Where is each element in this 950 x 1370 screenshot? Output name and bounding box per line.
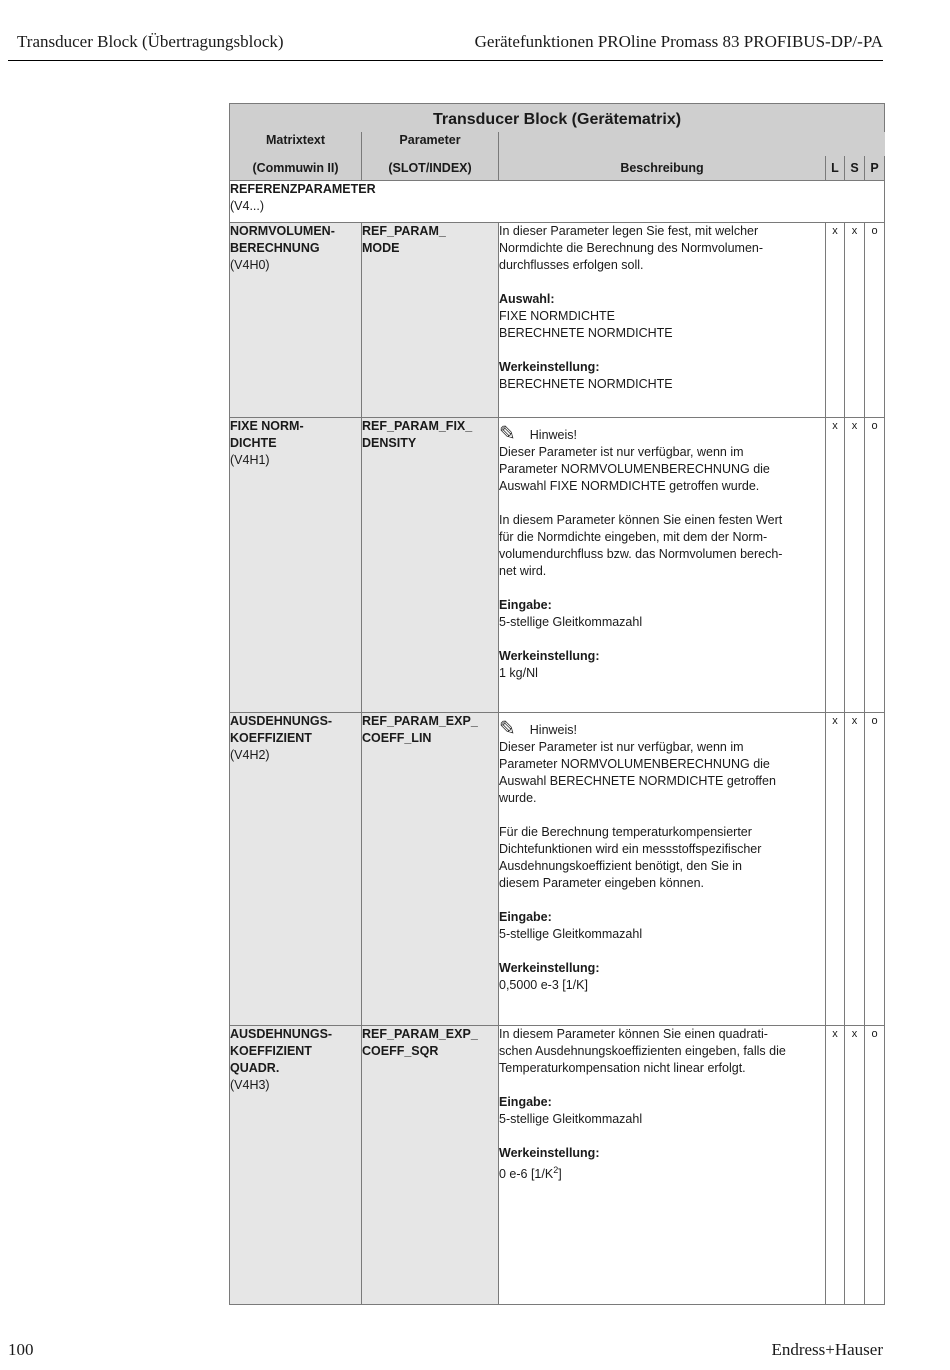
- flag-s: x: [845, 223, 865, 418]
- input-value: 5-stellige Gleitkommazahl: [499, 1112, 643, 1126]
- flag-l: x: [826, 223, 845, 418]
- flag-l: x: [826, 713, 845, 1026]
- matrix-text: KOEFFIZIENT: [230, 731, 312, 745]
- description-cell: In dieser Parameter legen Sie fest, mit welcher Normdichte die Berechnung des Normvolumen- durchflusses erfolgen soll. Auswahl: FIXE NORMDICHTE BERECHNETE NORMDICHTE Werkeinstellung: BERECHNETE NORMDICHTE: [499, 223, 826, 418]
- matrix-text: AUSDEHNUNGS-: [230, 714, 333, 728]
- col-header-parameter: Parameter: [362, 132, 499, 156]
- table-row: [230, 418, 885, 713]
- option-value: FIXE NORMDICHTE: [499, 309, 615, 323]
- parameter-name: REF_PARAM_FIX_: [362, 419, 473, 433]
- col-header-commuwin: (Commuwin II): [230, 156, 362, 181]
- parameter-name: REF_PARAM_: [362, 224, 446, 238]
- default-value: 0,5000 e-3 [1/K]: [499, 978, 588, 992]
- transducer-block-matrix-table: [229, 103, 885, 1305]
- page-number: 100: [8, 1340, 34, 1359]
- flag-l: x: [826, 1026, 845, 1305]
- input-label: Eingabe:: [499, 598, 552, 612]
- parameter-name: REF_PARAM_EXP_: [362, 1027, 478, 1041]
- table-row: [230, 223, 885, 418]
- matrix-code: (V4H2): [230, 748, 270, 762]
- input-value: 5-stellige Gleitkommazahl: [499, 615, 643, 629]
- col-header-l: L: [826, 156, 845, 181]
- option-label: Auswahl:: [499, 292, 555, 306]
- note-label: Hinweis!: [529, 428, 578, 442]
- section-title: REFERENZPARAMETER: [230, 182, 376, 196]
- table-row: [230, 713, 885, 1026]
- col-header-beschreibung: Beschreibung: [499, 156, 826, 181]
- description-cell: ✎ Hinweis! Dieser Parameter ist nur verfügbar, wenn im Parameter NORMVOLUMENBERECHNUNG die Auswahl BERECHNETE NORMDICHTE getroffen wurde. Für die Berechnung temperaturkompensierter Dichtefunktionen wird ein messstoffspezifischer Ausdehnungskoeffizient benötigt, den Sie in diesem Parameter eingeben können. Eingabe: 5-stellige Gleitkommazahl Werkeinstellung: 0,5000 e-3 [1/K]: [499, 713, 826, 1026]
- matrix-text: NORMVOLUMEN-: [230, 224, 335, 238]
- option-value: BERECHNETE NORMDICHTE: [499, 326, 673, 340]
- flag-p: o: [865, 1026, 885, 1305]
- section-row: [230, 181, 885, 223]
- description-cell: ✎ Hinweis! Dieser Parameter ist nur verfügbar, wenn im Parameter NORMVOLUMENBERECHNUNG die Auswahl FIXE NORMDICHTE getroffen wurde. In diesem Parameter können Sie einen festen Wert für die Normdichte eingeben, mit dem der Norm- volumendurchfluss bzw. das Normvolumen berech- net wird. Eingabe: 5-stellige Gleitkommazahl Werkeinstellung: 1 kg/Nl: [499, 418, 826, 713]
- matrix-text: QUADR.: [230, 1061, 280, 1075]
- matrix-code: (V4H0): [230, 258, 270, 272]
- header-chapter-title: Transducer Block (Übertragungsblock): [17, 32, 284, 51]
- col-header-matrixtext: Matrixtext: [230, 132, 362, 156]
- parameter-name: COEFF_LIN: [362, 731, 432, 745]
- parameter-name: REF_PARAM_EXP_: [362, 714, 478, 728]
- default-value: 1 kg/Nl: [499, 666, 538, 680]
- flag-p: o: [865, 418, 885, 713]
- default-label: Werkeinstellung:: [499, 360, 600, 374]
- parameter-name: COEFF_SQR: [362, 1044, 439, 1058]
- brand-logo-text: Endress+Hauser: [771, 1340, 883, 1359]
- default-label: Werkeinstellung:: [499, 1146, 600, 1160]
- matrix-text: BERECHNUNG: [230, 241, 320, 255]
- matrix-text: DICHTE: [230, 436, 277, 450]
- description-cell: In diesem Parameter können Sie einen quadrati- schen Ausdehnungskoeffizienten eingeben, falls die Temperaturkompensation nicht linear erfolgt. Eingabe: 5-stellige Gleitkommazahl Werkeinstellung: 0 e-6 $[1/K^2]$: [499, 1026, 826, 1305]
- default-label: Werkeinstellung:: [499, 649, 600, 663]
- pencil-note-icon: ✎: [499, 423, 516, 445]
- input-label: Eingabe:: [499, 910, 552, 924]
- flag-s: x: [845, 418, 865, 713]
- flag-p: o: [865, 223, 885, 418]
- flag-s: x: [845, 1026, 865, 1305]
- matrix-text: FIXE NORM-: [230, 419, 304, 433]
- table-row: [230, 1026, 885, 1305]
- flag-p: o: [865, 713, 885, 1026]
- col-header-p: P: [865, 156, 885, 181]
- pencil-note-icon: ✎: [499, 718, 516, 740]
- section-code: (V4...): [230, 199, 265, 213]
- default-value: 0 e-6 $[1/K^2]$: [499, 1165, 562, 1182]
- table-title: Transducer Block (Gerätematrix): [230, 104, 885, 133]
- flag-s: x: [845, 713, 865, 1026]
- matrix-text: KOEFFIZIENT: [230, 1044, 312, 1058]
- note-line: [499, 713, 825, 739]
- parameter-name: DENSITY: [362, 436, 417, 450]
- matrix-code: (V4H1): [230, 453, 270, 467]
- note-line: [499, 418, 825, 444]
- running-header: [8, 32, 883, 61]
- header-document-title: Gerätefunktionen PROline Promass 83 PROFIBUS-DP/-PA: [474, 32, 883, 51]
- matrix-text: AUSDEHNUNGS-: [230, 1027, 333, 1041]
- input-value: 5-stellige Gleitkommazahl: [499, 927, 643, 941]
- matrix-code: (V4H3): [230, 1078, 270, 1092]
- default-value: BERECHNETE NORMDICHTE: [499, 377, 673, 391]
- parameter-name: MODE: [362, 241, 400, 255]
- col-header-s: S: [845, 156, 865, 181]
- input-label: Eingabe:: [499, 1095, 552, 1109]
- flag-l: x: [826, 418, 845, 713]
- note-label: Hinweis!: [529, 723, 578, 737]
- col-header-slot-index: (SLOT/INDEX): [362, 156, 499, 181]
- default-label: Werkeinstellung:: [499, 961, 600, 975]
